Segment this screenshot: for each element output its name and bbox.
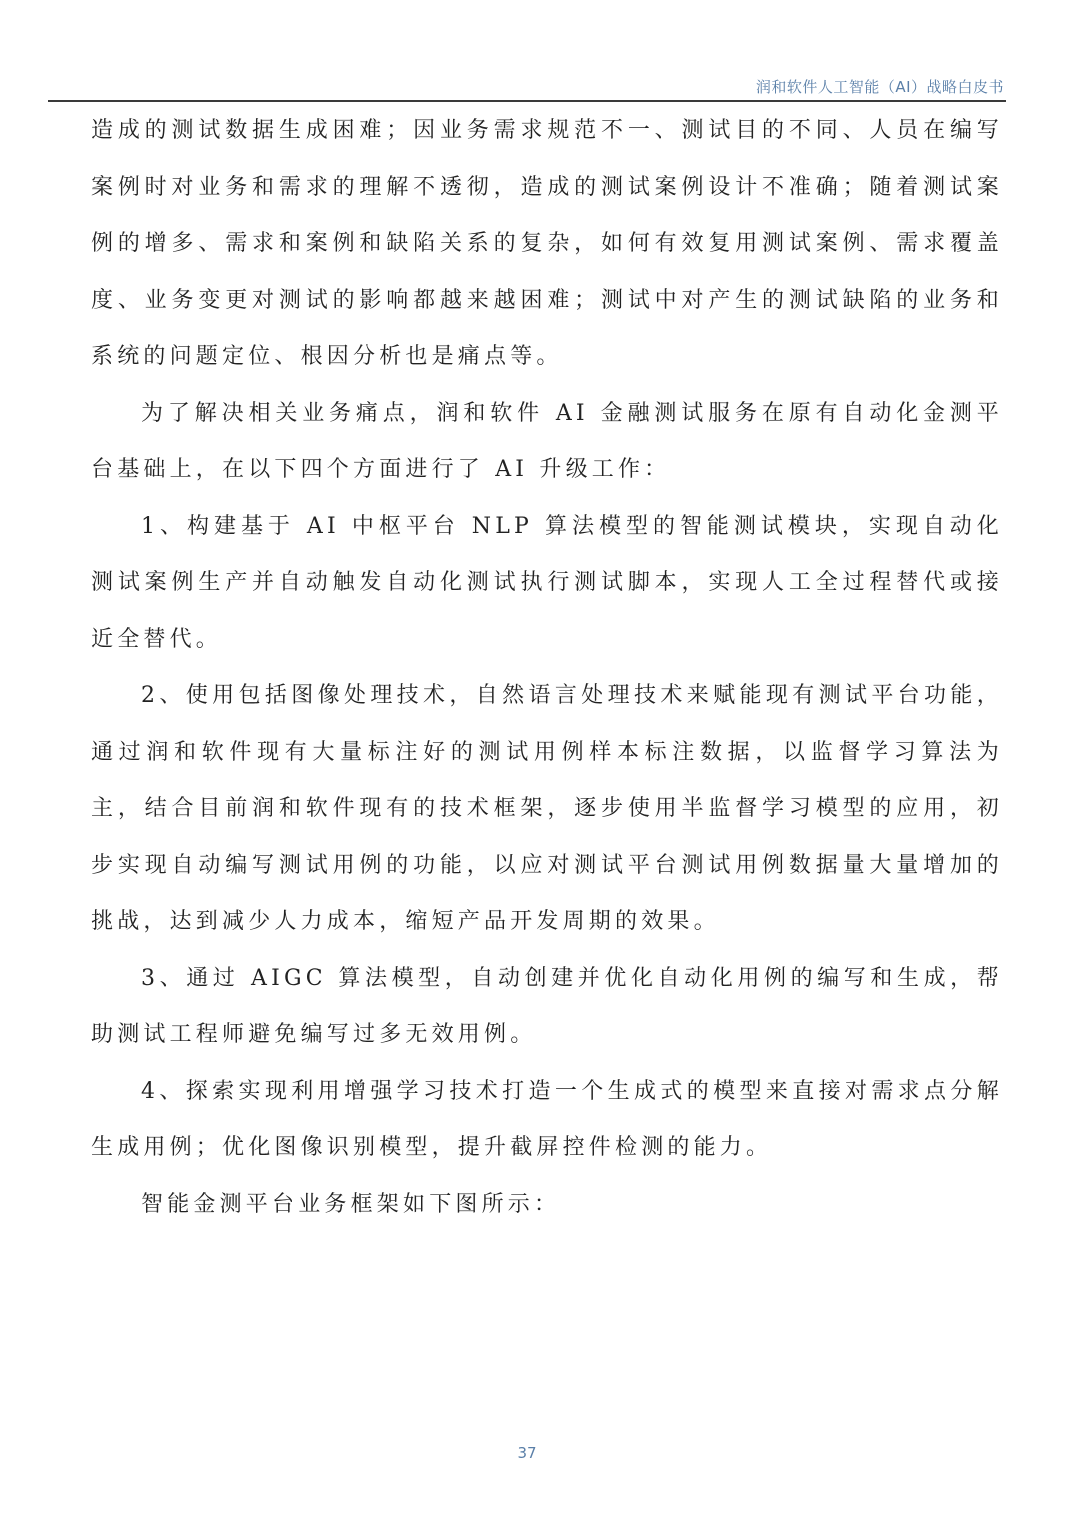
paragraph-continued: 造成的测试数据生成困难；因业务需求规范不一、测试目的不同、人员在编写案例时对业务和需求的理解不透彻，造成的测试案例设计不准确；随着测试案例的增多、需求和案例和缺陷关系的复杂，如何有效复用测试案例、需求覆盖度、业务变更对测试的影响都越来越困难；测试中对产生的测试缺陷的业务和系统的问题定位、根因分析也是痛点等。: [91, 118, 1003, 369]
header-divider: [48, 100, 1006, 102]
paragraph-item-1: 1、构建基于 AI 中枢平台 NLP 算法模型的智能测试模块，实现自动化测试案例生产并自动触发自动化测试执行测试脚本，实现人工全过程替代或接近全替代。: [91, 513, 1003, 652]
paragraph-item-3: 3、通过 AIGC 算法模型，自动创建并优化自动化用例的编写和生成，帮助测试工程师避免编写过多无效用例。: [91, 965, 1003, 1047]
running-header-title: 润和软件人工智能（AI）战略白皮书: [755, 78, 1004, 96]
paragraph-ai-upgrade-intro: 为了解决相关业务痛点，润和软件 AI 金融测试服务在原有自动化金测平台基础上，在以下四个方面进行了 AI 升级工作：: [91, 400, 1003, 482]
paragraph-item-2: 2、使用包括图像处理技术，自然语言处理技术来赋能现有测试平台功能，通过润和软件现有大量标注好的测试用例样本标注数据，以监督学习算法为主，结合目前润和软件现有的技术框架，逐步使用半监督学习模型的应用，初步实现自动编写测试用例的功能，以应对测试平台测试用例数据量大量增加的挑战，达到减少人力成本，缩短产品开发周期的效果。: [91, 683, 1003, 934]
page-number: 37: [517, 1444, 537, 1462]
paragraph-figure-intro: 智能金测平台业务框架如下图所示：: [141, 1191, 561, 1217]
document-body: [91, 103, 1003, 1233]
paragraph-item-4: 4、探索实现利用增强学习技术打造一个生成式的模型来直接对需求点分解生成用例；优化图像识别模型，提升截屏控件检测的能力。: [91, 1078, 1003, 1160]
